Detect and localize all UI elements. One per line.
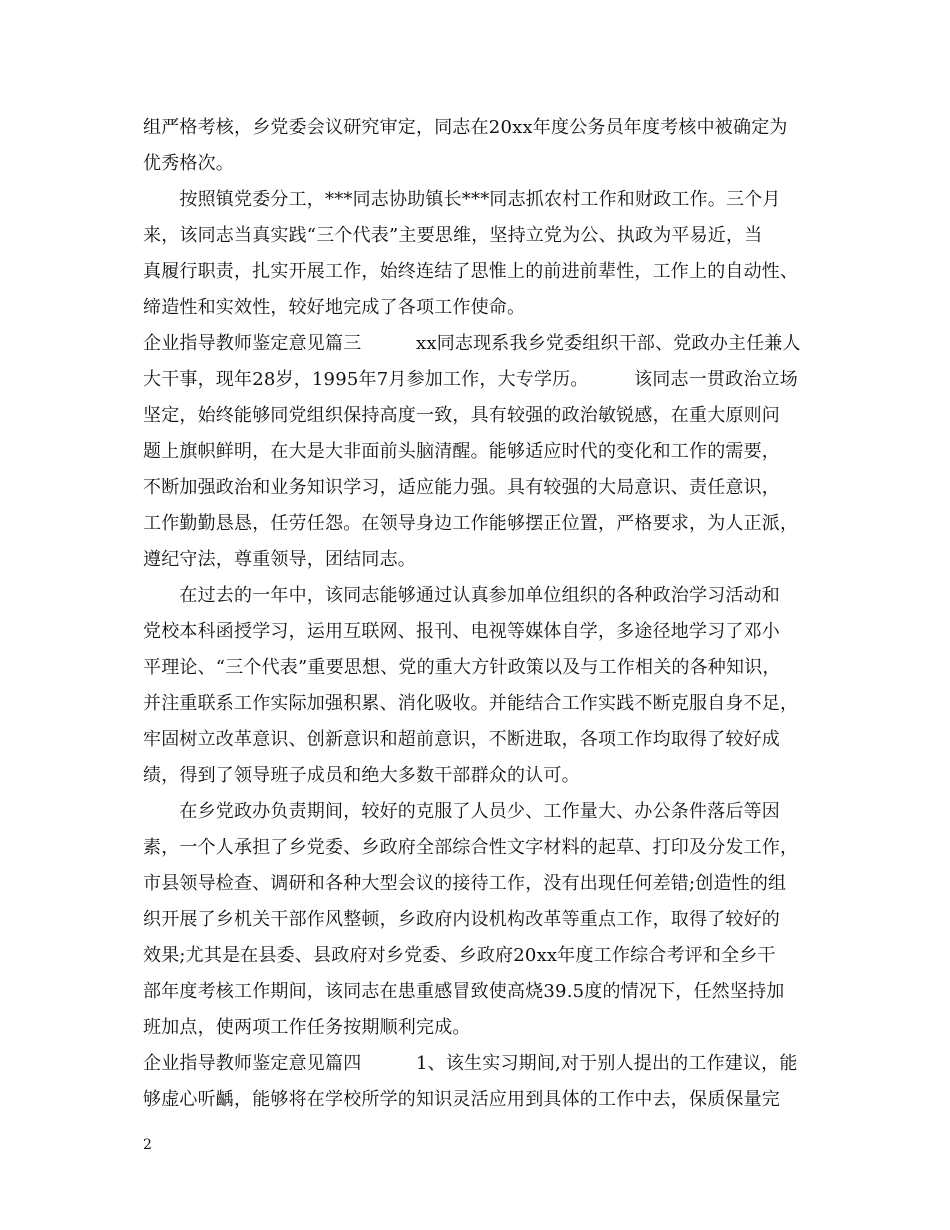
text-line: 在乡党政办负责期间，较好的克服了人员少、工作量大、办公条件落后等因 [143, 801, 780, 822]
text-line: 织开展了乡机关干部作风整顿，乡政府内设机构改革等重点工作，取得了较好的 [143, 909, 780, 930]
text-line: 优秀格次。 [143, 153, 234, 174]
text-line: 在过去的一年中，该同志能够通过认真参加单位组织的各种政治学习活动和 [143, 585, 780, 606]
text-line: 遵纪守法，尊重领导，团结同志。 [143, 549, 416, 570]
text-line: 缔造性和实效性，较好地完成了各项工作使命。 [143, 297, 526, 318]
text-line: 坚定，始终能够同党组织保持高度一致，具有较强的政治敏锐感，在重大原则问 [143, 405, 780, 426]
text-line: 不断加强政治和业务知识学习，适应能力强。具有较强的大局意识、责任意识， [143, 477, 780, 498]
text-line: 按照镇党委分工，***同志协助镇长***同志抓农村工作和财政工作。三个月 [143, 189, 781, 210]
text-line: 班加点，使两项工作任务按期顺利完成。 [143, 1017, 471, 1038]
text-line: 工作勤勤恳恳，任劳任怨。在领导身边工作能够摆正位置，严格要求，为人正派， [143, 513, 799, 534]
text-line: 牢固树立改革意识、创新意识和超前意识，不断进取，各项工作均取得了较好成 [143, 729, 780, 750]
text-line: 效果;尤其是在县委、县政府对乡党委、乡政府20xx年度工作综合考评和全乡干 [143, 945, 776, 966]
text-line: 并注重联系工作实际加强积累、消化吸收。并能结合工作实践不断克服自身不足， [143, 693, 799, 714]
text-line: 真履行职责，扎实开展工作，始终连结了思惟上的前进前辈性，工作上的自动性、 [143, 261, 799, 282]
text-line: 素，一个人承担了乡党委、乡政府全部综合性文字材料的起草、打印及分发工作， [143, 837, 799, 858]
text-line: 组严格考核，乡党委会议研究审定，同志在20xx年度公务员年度考核中被确定为 [143, 117, 788, 138]
text-line: 来，该同志当真实践“三个代表”主要思维，坚持立党为公、执政为平易近，当 [143, 225, 763, 246]
section-heading-line: 企业指导教师鉴定意见篇四 1、该生实习期间,对于别人提出的工作建议，能 [143, 1053, 798, 1074]
text-line: 平理论、“三个代表”重要思想、党的重大方针政策以及与工作相关的各种知识， [143, 657, 781, 678]
text-line: 题上旗帜鲜明，在大是大非面前头脑清醒。能够适应时代的变化和工作的需要， [143, 441, 780, 462]
text-line: 绩，得到了领导班子成员和绝大多数干部群众的认可。 [143, 765, 580, 786]
text-line: 大干事，现年28岁，1995年7月参加工作，大专学历。 该同志一贯政治立场 [143, 369, 798, 390]
text-line: 够虚心听齲，能够将在学校所学的知识灵活应用到具体的工作中去，保质保量完 [143, 1089, 780, 1110]
text-line: 党校本科函授学习，运用互联网、报刊、电视等媒体自学，多途径地学习了邓小 [143, 621, 780, 642]
text-line: 部年度考核工作期间，该同志在患重感冒致使高烧39.5度的情况下，任然坚持加 [143, 981, 785, 1002]
section-heading-line: 企业指导教师鉴定意见篇三 xx同志现系我乡党委组织干部、党政办主任兼人 [143, 333, 801, 354]
page-number: 2 [143, 1137, 152, 1153]
text-line: 市县领导检查、调研和各种大型会议的接待工作，没有出现任何差错;创造性的组 [143, 873, 787, 894]
